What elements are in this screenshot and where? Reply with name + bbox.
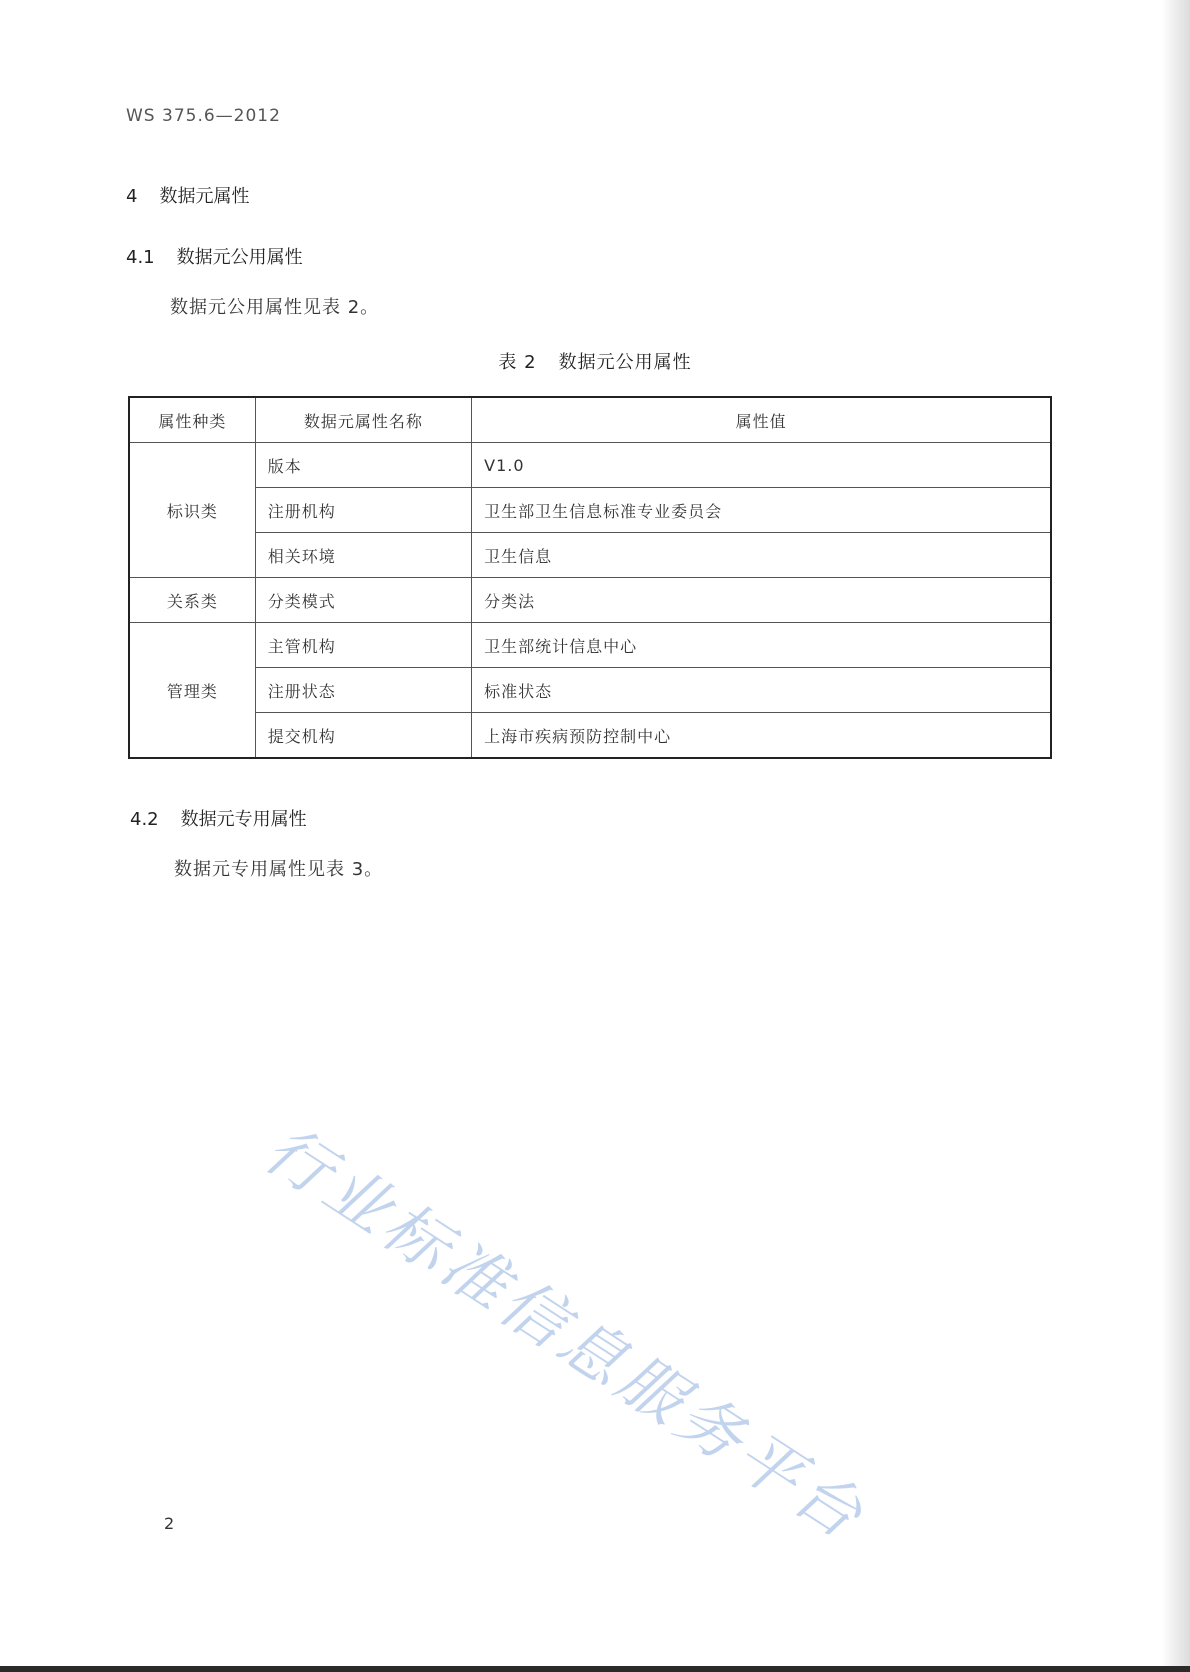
attribute-name-cell: 注册状态	[255, 668, 471, 713]
category-cell: 管理类	[129, 623, 255, 759]
paragraph-4-2: 数据元专用属性见表 3。	[174, 859, 384, 880]
section-heading-4-2	[130, 805, 307, 831]
table-row	[129, 443, 1051, 488]
attribute-value-cell: 标准状态	[472, 668, 1051, 713]
table-number: 表 2	[498, 352, 537, 373]
table-row	[129, 713, 1051, 759]
document-code: WS 375.6—2012	[126, 106, 281, 126]
attribute-table	[128, 396, 1052, 759]
table-row	[129, 533, 1051, 578]
scan-bottom-edge	[0, 1666, 1190, 1672]
attribute-value-cell: 卫生信息	[472, 533, 1051, 578]
scan-edge-shadow	[1162, 0, 1190, 1672]
table-row	[129, 668, 1051, 713]
section-title: 数据元公用属性	[176, 247, 303, 268]
attribute-name-cell: 分类模式	[255, 578, 471, 623]
column-header: 属性种类	[129, 397, 255, 443]
column-header: 数据元属性名称	[255, 397, 471, 443]
category-cell: 标识类	[129, 443, 255, 578]
attribute-value-cell: 卫生部卫生信息标准专业委员会	[472, 488, 1051, 533]
table-row	[129, 623, 1051, 668]
table-row	[129, 488, 1051, 533]
section-title: 数据元专用属性	[180, 809, 307, 830]
attribute-name-cell: 注册机构	[255, 488, 471, 533]
attribute-name-cell: 提交机构	[255, 713, 471, 759]
attribute-name-cell: 主管机构	[255, 623, 471, 668]
section-number: 4	[126, 186, 138, 207]
section-number: 4.1	[126, 247, 155, 268]
category-cell: 关系类	[129, 578, 255, 623]
table-header-row	[129, 397, 1051, 443]
section-heading-4	[126, 182, 249, 208]
section-heading-4-1	[126, 243, 303, 269]
attribute-value-cell: V1.0	[472, 443, 1051, 488]
table-row	[129, 578, 1051, 623]
attribute-value-cell: 卫生部统计信息中心	[472, 623, 1051, 668]
column-header: 属性值	[472, 397, 1051, 443]
watermark: 行业标准信息服务平台	[251, 1112, 879, 1556]
attribute-name-cell: 相关环境	[255, 533, 471, 578]
attribute-name-cell: 版本	[255, 443, 471, 488]
paragraph-4-1: 数据元公用属性见表 2。	[170, 297, 380, 318]
section-title: 数据元属性	[159, 186, 250, 207]
page-number: 2	[164, 1514, 175, 1533]
table-title: 数据元公用属性	[558, 352, 692, 373]
section-number: 4.2	[130, 809, 159, 830]
attribute-value-cell: 上海市疾病预防控制中心	[472, 713, 1051, 759]
table-caption	[0, 348, 1190, 374]
attribute-value-cell: 分类法	[472, 578, 1051, 623]
